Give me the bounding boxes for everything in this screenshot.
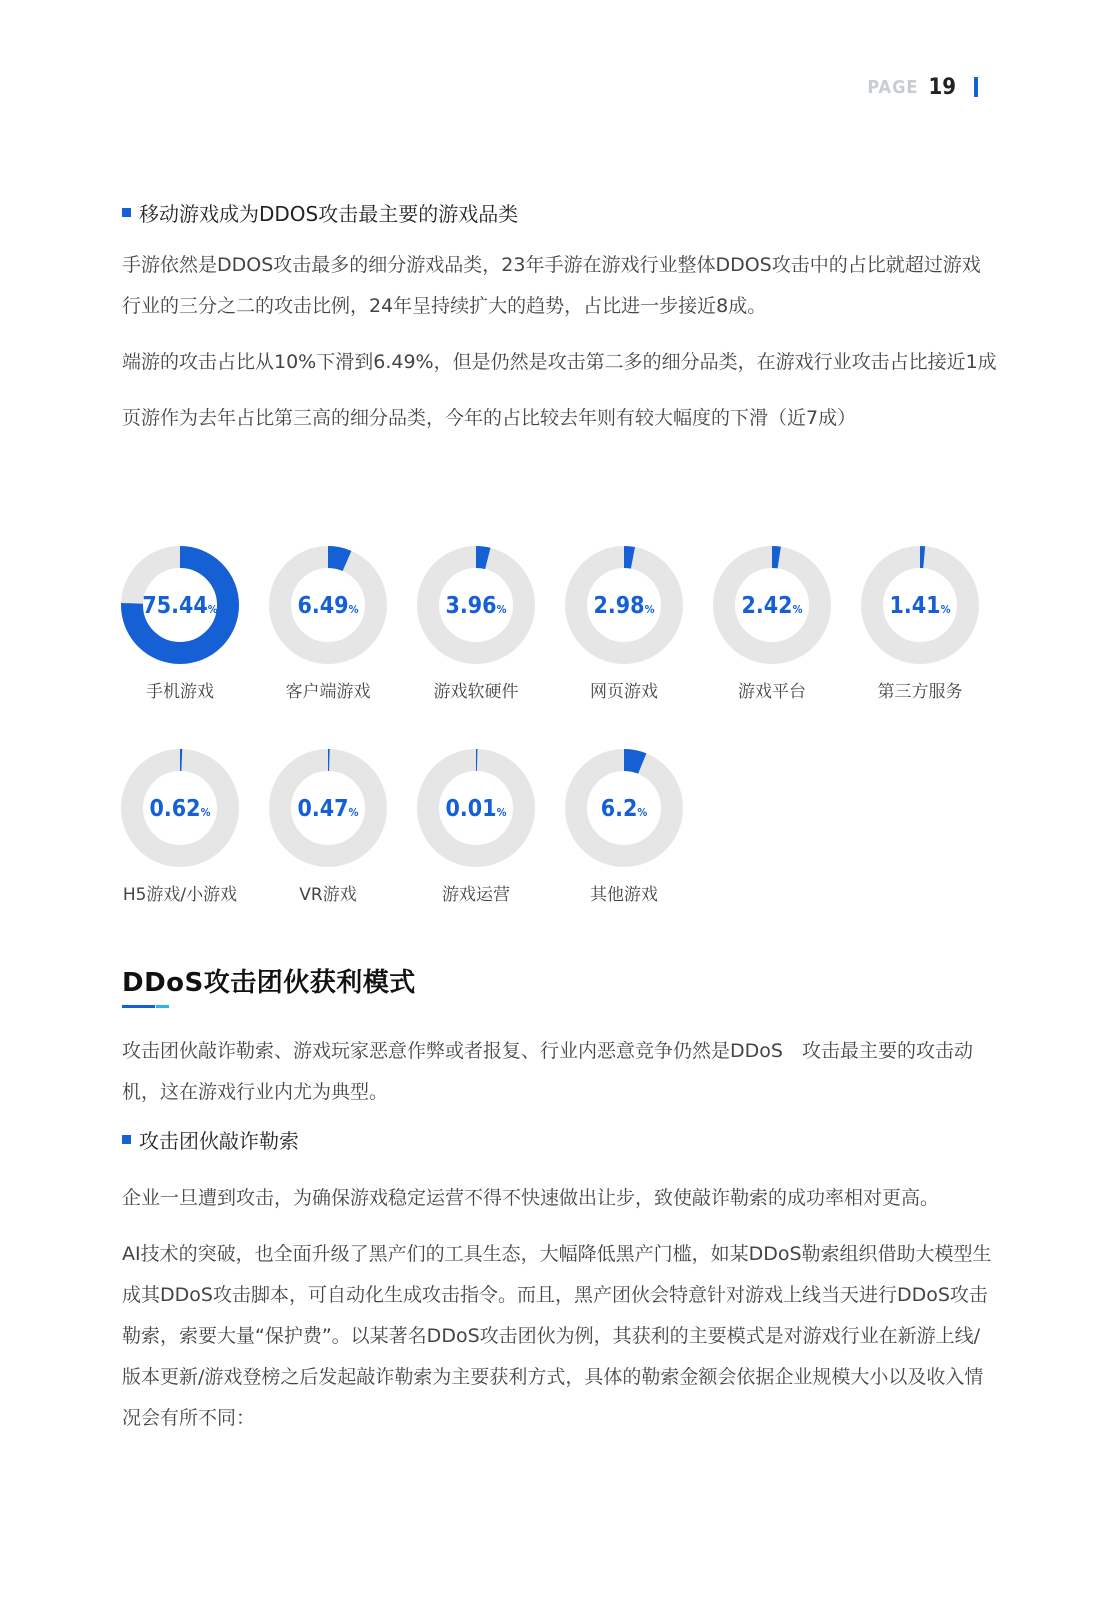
donut-category-label: 手机游戏 (146, 682, 214, 702)
donut-category-label: 游戏运营 (442, 885, 510, 905)
donut-chart-item (556, 748, 692, 905)
donut-chart-item (408, 545, 544, 702)
donut-value-label: 6.49% (297, 593, 359, 619)
donut-value-label: 0.47% (297, 796, 359, 822)
donut-value-label: 6.2% (600, 796, 648, 822)
page-number: 19 (928, 74, 956, 100)
donut-chart-item (556, 545, 692, 702)
donut-chart-item (260, 545, 396, 702)
donut-chart-grid (112, 545, 1012, 905)
paragraph: 页游作为去年占比第三高的细分品类，今年的占比较去年则有较大幅度的下滑（近7成） (122, 407, 857, 429)
donut-chart-item (408, 748, 544, 905)
donut-category-label: 其他游戏 (590, 885, 658, 905)
donut-chart (416, 545, 536, 665)
donut-value-label: 1.41% (889, 593, 951, 619)
donut-chart (712, 545, 832, 665)
donut-chart-item (260, 748, 396, 905)
donut-chart (860, 545, 980, 665)
paragraph: 攻击团伙敲诈勒索、游戏玩家恶意作弊或者报复、行业内恶意竞争仍然是DDoS 攻击最主要的攻击动机，这在游戏行业内尤为典型。 (122, 1040, 973, 1103)
donut-chart-item (112, 748, 248, 905)
donut-category-label: 第三方服务 (877, 682, 963, 702)
donut-value-label: 3.96% (445, 593, 507, 619)
donut-category-label: H5游戏/小游戏 (122, 885, 238, 905)
donut-chart-item (852, 545, 988, 702)
donut-chart-item (112, 545, 248, 702)
subsection-heading-text: 攻击团伙敲诈勒索 (139, 1129, 299, 1153)
paragraph: 手游依然是DDOS攻击最多的细分游戏品类，23年手游在游戏行业整体DDOS攻击中的占比就超过游戏行业的三分之二的攻击比例，24年呈持续扩大的趋势，占比进一步接近8成。 (122, 254, 981, 317)
page-label: PAGE (867, 76, 919, 98)
page-marker-bar (974, 77, 978, 97)
donut-chart (120, 748, 240, 868)
paragraph: AI技术的突破，也全面升级了黑产们的工具生态，大幅降低黑产门槛，如某DDoS勒索组织借助大模型生成其DDoS攻击脚本，可自动化生成攻击指令。而且，黑产团伙会特意针对游戏上线当天进行DDoS攻击勒索，索要大量“保护费”。以某著名DDoS攻击团伙为例，其获利的主要模式是对游戏行业在新游上线/版本更新/游戏登榜之后发起敲诈勒索为主要获利方式，具体的勒索金额会依据企业规模大小以及收入情况会有所不同： (122, 1243, 992, 1429)
bullet-square-icon (122, 208, 131, 217)
bullet-square-icon (122, 1135, 131, 1144)
section-title: DDoS攻击团伙获利模式 (122, 968, 416, 998)
donut-category-label: 客户端游戏 (285, 682, 371, 702)
donut-category-label: VR游戏 (299, 885, 357, 905)
donut-chart (564, 545, 684, 665)
section-mobile-games (122, 198, 998, 439)
donut-value-label: 2.98% (593, 593, 655, 619)
donut-category-label: 网页游戏 (590, 682, 658, 702)
donut-chart (416, 748, 536, 868)
donut-category-label: 游戏平台 (738, 682, 806, 702)
donut-value-label: 0.01% (445, 796, 507, 822)
page-header (867, 72, 978, 102)
donut-value-label: 75.44% (142, 593, 218, 619)
donut-value-label: 0.62% (149, 796, 211, 822)
subsection-heading (122, 1125, 998, 1154)
donut-chart (268, 545, 388, 665)
paragraph: 企业一旦遭到攻击，为确保游戏稳定运营不得不快速做出让步，致使敲诈勒索的成功率相对更高。 (122, 1187, 940, 1209)
donut-value-label: 2.42% (741, 593, 803, 619)
donut-chart (120, 545, 240, 665)
section-heading (122, 198, 998, 227)
donut-chart (564, 748, 684, 868)
section-heading-text: 移动游戏成为DDOS攻击最主要的游戏品类 (139, 202, 519, 226)
title-underline (122, 1005, 998, 1009)
section-profit-model (122, 962, 998, 1439)
paragraph: 端游的攻击占比从10%下滑到6.49%，但是仍然是攻击第二多的细分品类，在游戏行业攻击占比接近1成 (122, 351, 997, 373)
donut-chart (268, 748, 388, 868)
donut-chart-item (704, 545, 840, 702)
donut-category-label: 游戏软硬件 (433, 682, 519, 702)
